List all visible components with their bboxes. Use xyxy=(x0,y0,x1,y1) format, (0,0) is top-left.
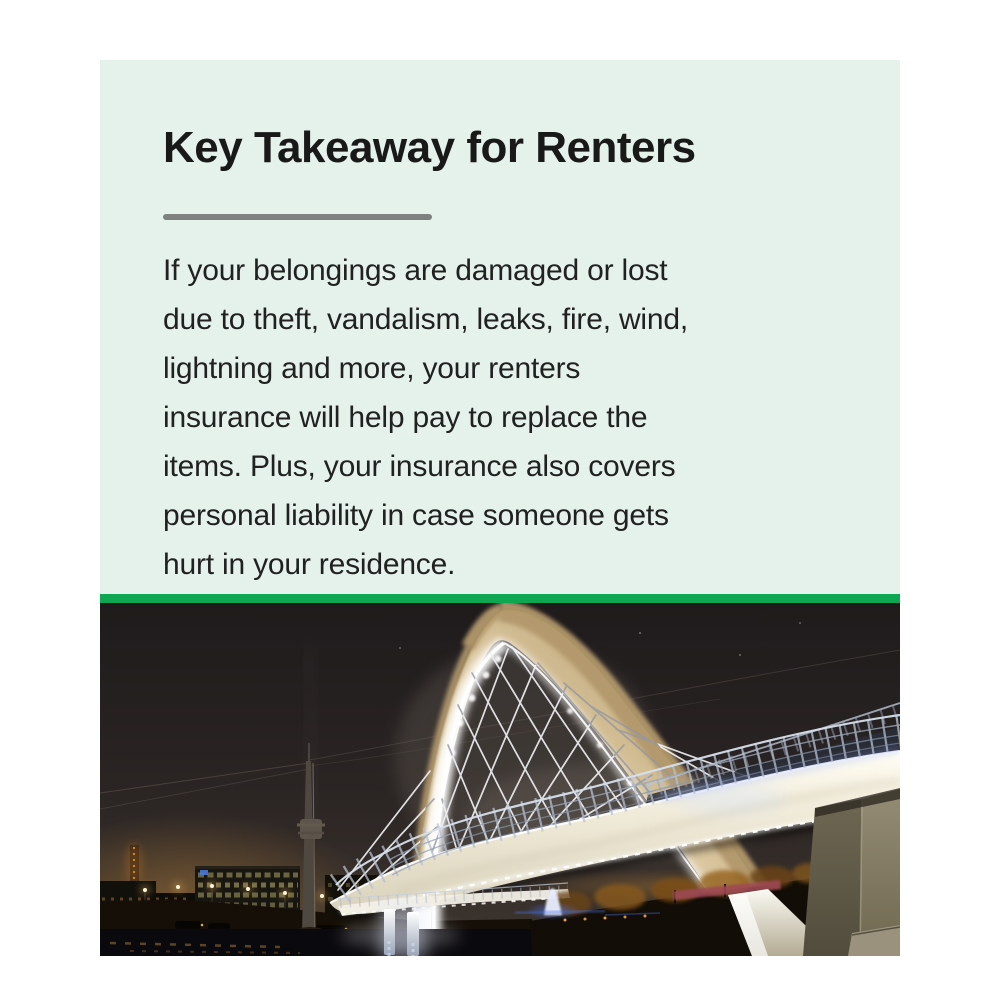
body-line: due to theft, vandalism, leaks, fire, wind, xyxy=(163,303,688,336)
body-line: lightning and more, your renters xyxy=(163,352,581,385)
card-body xyxy=(163,246,842,589)
body-line: items. Plus, your insurance also covers xyxy=(163,450,676,483)
text-panel xyxy=(100,60,900,594)
body-line: If your belongings are damaged or lost xyxy=(163,254,668,287)
bridge-photo xyxy=(100,603,900,956)
bridge-night-scene xyxy=(100,603,900,956)
takeaway-card xyxy=(100,60,900,956)
green-accent-bar xyxy=(100,594,900,603)
body-line: insurance will help pay to replace the xyxy=(163,401,648,434)
card-title: Key Takeaway for Renters xyxy=(163,123,696,172)
title-divider xyxy=(163,214,432,220)
concrete-pier xyxy=(803,788,900,956)
arch-leg-piers xyxy=(380,903,426,956)
body-line: personal liability in case someone gets xyxy=(163,499,669,532)
body-line: hurt in your residence. xyxy=(163,548,456,581)
